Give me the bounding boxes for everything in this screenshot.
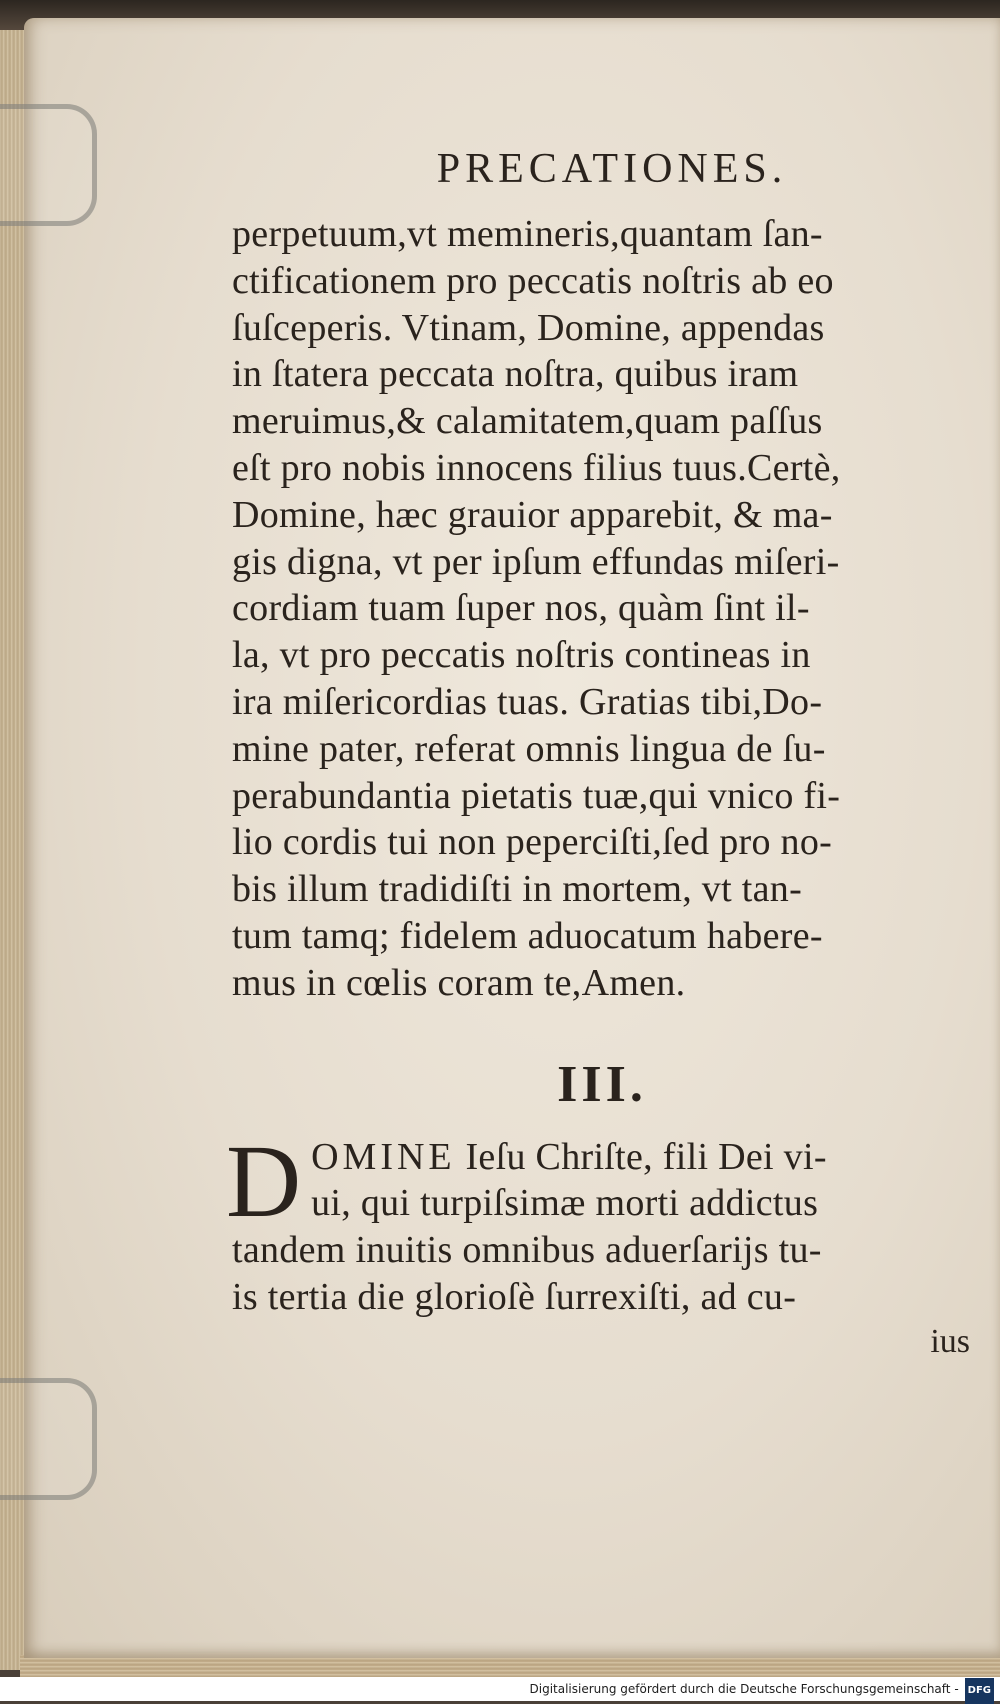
- prayer-continuation: [232, 211, 972, 1007]
- page-text: [226, 145, 972, 1361]
- text-line: perpetuum,vt memineris,quantam ſan-: [232, 213, 823, 255]
- drop-cap: D: [226, 1123, 302, 1239]
- text-line: eſt pro nobis innocens filius tuus.Certè,: [232, 446, 841, 489]
- page-clip-icon: [0, 1378, 97, 1500]
- text-line: la, vt pro peccatis noſtris contineas in: [232, 634, 811, 677]
- text-line: mus in cœlis coram te,Amen.: [232, 961, 686, 1004]
- text-line: bis illum tradidiſti in mortem, vt tan-: [232, 868, 803, 911]
- text-line: tum tamq; fidelem aduocatum habere-: [232, 914, 823, 957]
- digitization-footer: [0, 1677, 1000, 1701]
- first-word-caps: OMINE: [311, 1135, 456, 1178]
- text-line: gis digna, vt per ipſum effundas miſeri-: [232, 540, 840, 583]
- text-line: ctificationem pro peccatis noſtris ab eo: [232, 259, 834, 302]
- dfg-logo: DFG: [965, 1678, 994, 1704]
- text-line: lio cordis tui non peperciſti,ſed pro no-: [232, 821, 833, 864]
- footer-text: Digitalisierung gefördert durch die Deutsche Forschungsgemeinschaft -: [529, 1682, 959, 1696]
- text-line: [232, 1134, 972, 1181]
- text-line: is tertia die glorioſè ſurrexiſti, ad cu-: [232, 1275, 797, 1318]
- section-paragraph: [226, 1123, 972, 1321]
- page-stack-bottom-edge: [20, 1655, 1000, 1677]
- text-line: perabundantia pietatis tuæ,qui vnico fi-: [232, 774, 841, 817]
- text-line: cordiam tuam ſuper nos, quàm ſint il-: [232, 587, 810, 630]
- text-line: tandem inuitis omnibus aduerſarijs tu-: [232, 1229, 822, 1272]
- catchword: ius: [930, 1322, 970, 1360]
- text-line: Domine, hæc grauior apparebit, & ma-: [232, 493, 833, 536]
- running-head: PRECATIONES.: [436, 146, 788, 192]
- text-line: ui, qui turpiſsimæ morti addictus: [311, 1182, 819, 1225]
- section-number: III.: [557, 1055, 647, 1113]
- page-clip-icon: [0, 104, 97, 226]
- text-line: ſuſceperis. Vtinam, Domine, appendas: [232, 306, 825, 349]
- text-line: in ſtatera peccata noſtra, quibus iram: [232, 353, 799, 396]
- text-line: ira miſericordias tuas. Gratias tibi,Do-: [232, 680, 823, 723]
- first-line-rest: Ieſu Chriſte, fili Dei vi-: [465, 1135, 827, 1178]
- text-line: meruimus,& calamitatem,quam paſſus: [232, 400, 823, 443]
- text-line: mine pater, referat omnis lingua de ſu-: [232, 727, 826, 770]
